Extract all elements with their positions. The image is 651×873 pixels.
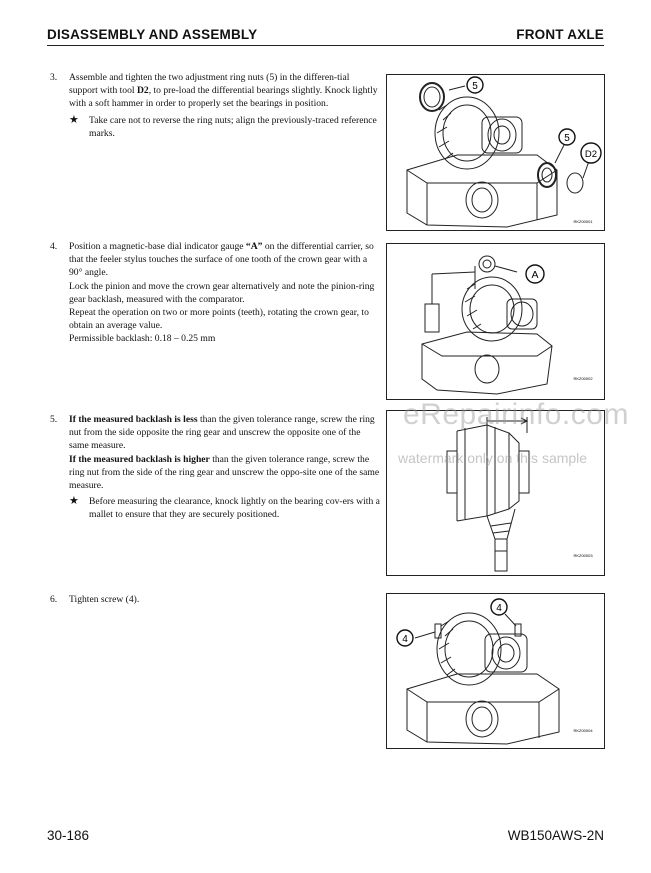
step-number: 4.: [50, 241, 58, 252]
step-number: 3.: [50, 72, 58, 83]
callout-5-top: [467, 77, 483, 93]
svg-text:D2: D2: [584, 149, 598, 160]
step-text: Assemble and tighten the two adjustment ring nuts (5) in the differen-tial support with tool D2, to pre-load the differential bearings slightly. Knock lightly with a soft hammer in order to properly set the bearings in position.: [69, 72, 378, 110]
note-text: Before measuring the clearance, knock lightly on the bearing cov-ers with a mallet to ensure that they are securely positioned.: [89, 496, 380, 521]
step-5: [50, 413, 380, 522]
callout-5-right: [559, 129, 575, 145]
watermark-note: watermark only on this sample: [398, 450, 588, 466]
figure-code: RKZ00003: [573, 553, 593, 558]
figure-code: RKZ00001: [573, 219, 593, 224]
step-text: If the measured backlash is less than the given tolerance range, screw the ring nut from the side opposite the ring gear and unscrew the opposite one of the same measure.: [69, 414, 375, 452]
figure-step-6: [386, 593, 605, 749]
callout-d2: [581, 143, 601, 163]
step-number: 5.: [50, 414, 58, 425]
step-3: [50, 71, 380, 140]
step-text: Repeat the operation on two or more points (teeth), rotating the crown gear, to obtain an average value.: [69, 307, 369, 332]
step-text: If the measured backlash is higher than the given tolerance range, screw the ring nut from the side of the ring gear and unscrew the oppo-site one of the same measure.: [69, 453, 380, 492]
diff-support-illustration: [387, 75, 604, 230]
callout-a: [526, 265, 544, 283]
svg-text:5: 5: [472, 81, 478, 92]
svg-text:A: A: [531, 269, 539, 281]
section-title: DISASSEMBLY AND ASSEMBLY: [47, 27, 258, 42]
figure-step-5: [386, 410, 605, 576]
note: [69, 495, 380, 521]
page-number: 30-186: [47, 828, 90, 843]
figure-step-3: [386, 74, 605, 231]
step-text: Position a magnetic-base dial indicator gauge “A” on the differential carrier, so that the feeler stylus touches the surface of one tooth of the crown gear with a 90° angle.: [69, 241, 374, 279]
note: [69, 114, 380, 140]
header-rule: [47, 45, 604, 46]
svg-text:4: 4: [402, 634, 408, 645]
callout-4-left: [397, 630, 413, 646]
note-text: Take care not to reverse the ring nuts; align the previously-traced reference marks.: [89, 114, 377, 139]
step-text: Tighten screw (4).: [69, 594, 140, 605]
figure-step-4: [386, 243, 605, 400]
chapter-title: FRONT AXLE: [516, 27, 604, 42]
step-4: [50, 240, 380, 346]
watermark-site: eRepairinfo.com: [403, 398, 629, 431]
step-text: Lock the pinion and move the crown gear alternatively and note the pinion-ring gear backlash, measured with the comparator.: [69, 280, 375, 305]
callout-4-right: [491, 599, 507, 615]
figure-code: RKZ00004: [573, 728, 593, 733]
dial-gauge-illustration: [387, 244, 604, 399]
figure-code: RKZ00002: [573, 376, 593, 381]
model-name: WB150AWS-2N: [507, 828, 604, 843]
svg-text:4: 4: [496, 603, 502, 614]
step-number: 6.: [50, 594, 58, 605]
screw-tightening-illustration: [387, 594, 604, 748]
backlash-spec: Permissible backlash: 0.18 – 0.25 mm: [69, 333, 216, 345]
ring-nut-illustration: [387, 411, 604, 575]
star-icon: ★: [69, 495, 79, 508]
star-icon: ★: [69, 113, 79, 126]
svg-text:5: 5: [564, 133, 570, 144]
step-6: [50, 593, 380, 606]
